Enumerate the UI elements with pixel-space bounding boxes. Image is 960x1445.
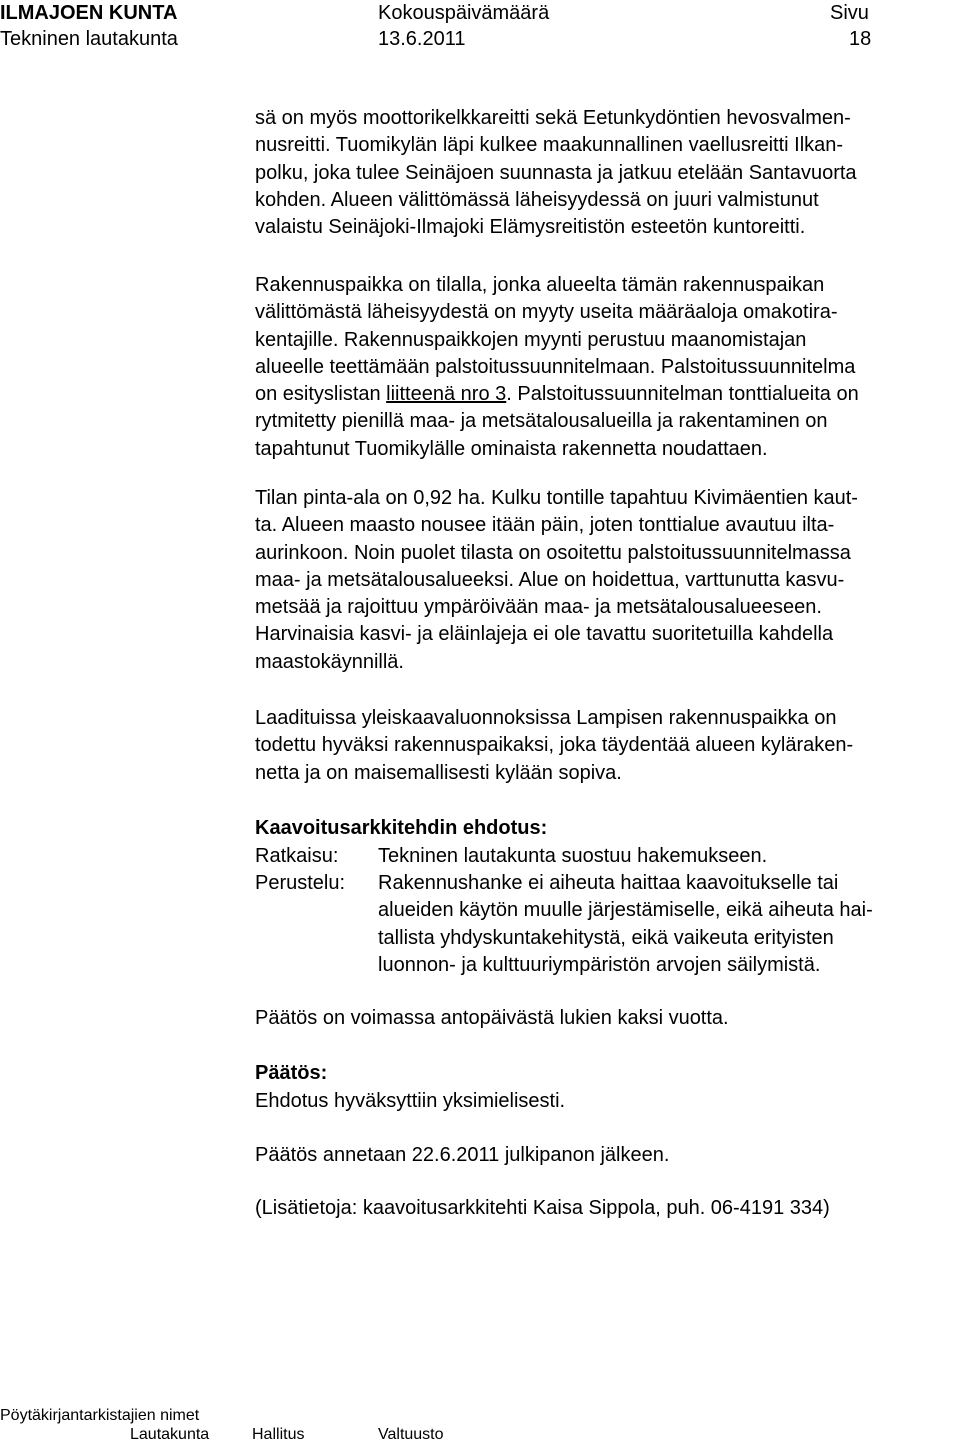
text-line: Rakennushanke ei aiheuta haittaa kaavoitukselle tai	[378, 872, 839, 894]
text-line: maa- ja metsätalousalueeksi. Alue on hoidettua, varttunutta kasvu-	[255, 568, 845, 591]
footer-checkers-label: Pöytäkirjantarkistajien nimet	[0, 1407, 200, 1424]
contact-info: (Lisätietoja: kaavoitusarkkitehti Kaisa Sippola, puh. 06-4191 334)	[255, 1197, 830, 1219]
perustelu-label: Perustelu:	[255, 872, 346, 894]
ratkaisu-text: Tekninen lautakunta suostuu hakemukseen.	[378, 845, 768, 867]
text-line: tallista yhdyskuntakehitystä, eikä vaikeuta erityisten	[378, 926, 834, 949]
text-line: todettu hyväksi rakennuspaikaksi, joka täydentää alueen kyläraken-	[255, 734, 854, 757]
paragraph-master-plan	[255, 705, 955, 787]
proposal-heading: Kaavoitusarkkitehdin ehdotus:	[255, 817, 548, 839]
text-line: kentajille. Rakennuspaikkojen myynti perustuu maanomistajan	[255, 328, 807, 351]
committee-name: Tekninen lautakunta	[0, 28, 178, 50]
text-line: nusreitti. Tuomikylän läpi kulkee maakunnallinen vaellusreitti Ilkan-	[255, 134, 844, 157]
text-segment: . Palstoitussuunnitelman tonttialueita on	[506, 383, 859, 406]
text-line: netta ja on maisemallisesti kylään sopiva.	[255, 761, 622, 784]
attachment-link[interactable]: liitteenä nro 3	[386, 383, 507, 406]
text-line	[255, 381, 955, 408]
text-line: luonnon- ja kulttuuriympäristön arvojen säilymistä.	[378, 953, 821, 976]
text-line: ta. Alueen maasto nousee itään päin, joten tonttialue avautuu ilta-	[255, 514, 835, 537]
paragraph-route-description	[255, 105, 955, 241]
text-line: polku, joka tulee Seinäjoen suunnasta ja jatkuu etelään Santavuorta	[255, 161, 857, 184]
org-name: ILMAJOEN KUNTA	[0, 2, 178, 24]
text-line: aurinkoon. Noin puolet tilasta on osoitettu palstoitussuunnitelmassa	[255, 541, 851, 564]
text-line: metsää ja rajoittuu ympäröivään maa- ja metsätalousalueeseen.	[255, 596, 822, 619]
meeting-date-label: Kokouspäivämäärä	[378, 2, 550, 24]
text-segment: on esityslistan	[255, 383, 387, 406]
page-number: 18	[849, 28, 872, 50]
text-line: alueelle teettämään palstoitussuunnitelmaan. Palstoitussuunnitelma	[255, 355, 856, 378]
footer-council: Valtuusto	[378, 1426, 444, 1443]
ratkaisu-label: Ratkaisu:	[255, 845, 339, 867]
decision-text: Ehdotus hyväksyttiin yksimielisesti.	[255, 1090, 566, 1112]
perustelu-text	[378, 870, 873, 979]
issued-text: Päätös annetaan 22.6.2011 julkipanon jälkeen.	[255, 1144, 670, 1166]
text-line: alueiden käytön muulle järjestämiselle, eikä aiheuta hai-	[378, 899, 873, 922]
text-line: rytmitetty pienillä maa- ja metsätalousalueilla ja rakentaminen on	[255, 410, 828, 433]
text-line: välittömästä läheisyydestä on myyty useita määräaloja omakotira-	[255, 301, 838, 324]
text-line: maastokäynnillä.	[255, 650, 404, 673]
footer-board: Hallitus	[252, 1426, 305, 1443]
validity-text: Päätös on voimassa antopäivästä lukien kaksi vuotta.	[255, 1007, 729, 1029]
paragraph-building-site	[255, 272, 955, 463]
text-line: kohden. Alueen välittömässä läheisyydessä on juuri valmistunut	[255, 188, 819, 211]
text-line: Tilan pinta-ala on 0,92 ha. Kulku tontille tapahtuu Kivimäentien kaut-	[255, 487, 858, 509]
meeting-date: 13.6.2011	[378, 28, 466, 50]
text-line: sä on myös moottorikelkkareitti sekä Eetunkydöntien hevosvalmen-	[255, 107, 851, 129]
text-line: Rakennuspaikka on tilalla, jonka alueelta tämän rakennuspaikan	[255, 274, 825, 296]
page-label: Sivu	[830, 2, 869, 24]
footer-committee: Lautakunta	[130, 1426, 210, 1443]
decision-heading: Päätös:	[255, 1062, 328, 1084]
text-line: Harvinaisia kasvi- ja eläinlajeja ei ole tavattu suoritetuilla kahdella	[255, 623, 834, 646]
paragraph-site-area	[255, 485, 955, 676]
text-line: tapahtunut Tuomikylälle ominaista rakennetta noudattaen.	[255, 437, 768, 460]
text-line: Laadituissa yleiskaavaluonnoksissa Lampisen rakennuspaikka on	[255, 707, 837, 729]
text-line: valaistu Seinäjoki-Ilmajoki Elämysreitistön esteetön kuntoreitti.	[255, 216, 806, 239]
